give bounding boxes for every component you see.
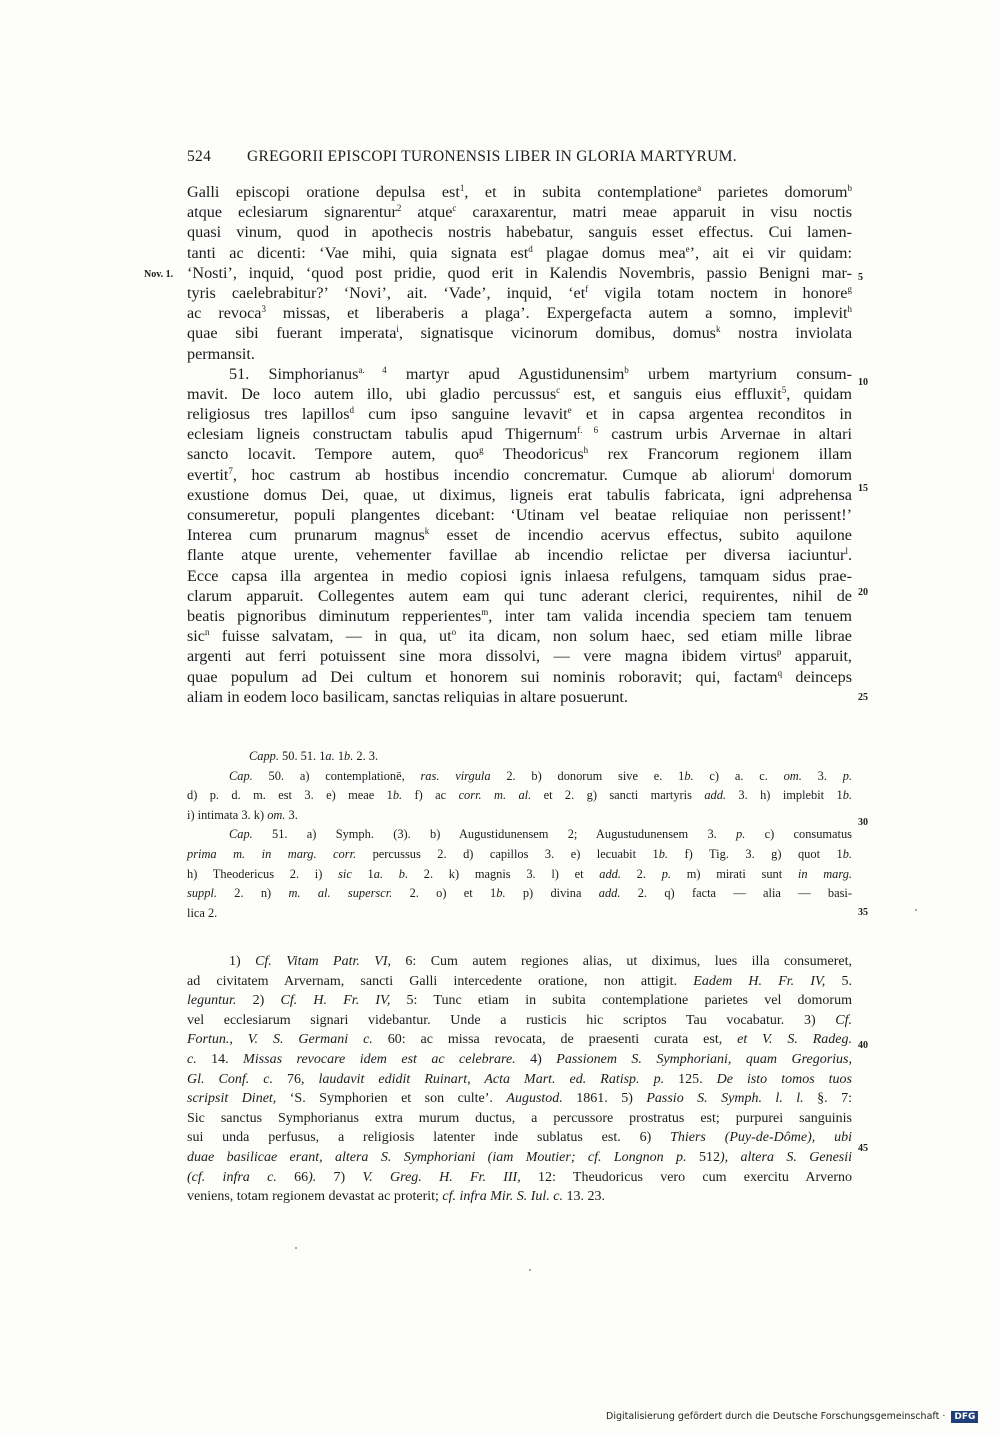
running-title: GREGORII EPISCOPI TURONENSIS LIBER IN GLORIA MARTYRUM. (247, 148, 737, 165)
main-text (187, 182, 852, 707)
line-number-5: 5 (858, 272, 863, 283)
line-number-40: 40 (858, 1040, 868, 1051)
margin-date-note: Nov. 1. (144, 269, 174, 280)
scan-speck (295, 1247, 297, 1249)
page-header (187, 148, 837, 166)
scan-speck (915, 909, 917, 911)
dfg-logo: DFG (951, 1411, 978, 1423)
line-number-15: 15 (858, 483, 868, 494)
digitization-credit: Digitalisierung gefördert durch die Deutsche Forschungsgemeinschaft · DFG (606, 1411, 978, 1423)
critical-apparatus: Capp. 50. 51. 1a. 1b. 2. 3. Cap. 50. a) contemplationē, ras. virgula 2. b) donorum sive e. 1b. c) a. c. om. 3. p. d) p. d. m. est 3. e) meae 1b. f) ac corr. m. al. et 2. g) sancti martyris add. 3. h) implebit 1b. i) intimata 3. k) om. 3. Cap. 51. a) Symph. (3). b) Augustidunensem 2; Augustudunensem 3. p. c) consumatus prima m. in marg. corr. percussus 2. d) capillos 3. e) lecuabit 1b. f) Tig. 3. g) quot 1b. h) Theodericus 2. i) sic 1a. b. 2. k) magnis 3. l) et add. 2. p. m) mirati sunt in marg. suppl. 2. n) m. al. superscr. 2. o) et 1b. p) divina add. 2. q) facta — alia — basi- lica 2. (187, 749, 853, 920)
scan-speck (529, 1269, 531, 1271)
line-number-30: 30 (858, 817, 868, 828)
credit-text: Digitalisierung gefördert durch die Deutsche Forschungsgemeinschaft (606, 1411, 940, 1422)
line-number-20: 20 (858, 587, 868, 598)
line-number-45: 45 (858, 1143, 868, 1154)
chapter-51: 51. Simphorianus$^{a. 4}$ martyr apud Agustidunensim$^b$ urbem martyrium consum- mavit. De loco autem illo, ubi gladio percussus$^c$ est, et sanguis eius effluxit$^5$, quidam religiosus tres lapillos$^d$ cum ipso sanguine levavit$^e$ et in capsa argentea reconditos in eclesiam ligneis constructam tabulis apud Thigernum$^{f. 6}$ castrum urbis Arvernae in altari sancto locavit. Tempore autem, quo$^g$ Theodoricus$^h$ rex Francorum regionem illam evertit$^7$, hoc castrum ab hostibus incendio concrematur. Cumque ab aliorum$^i$ domorum exustione domus Dei, quae, ut diximus, ligneis erat tabulis fabricata, igni adprehensa consumeretur, populi plangentes dicebant: ‘Utinam vel beatae reliquiae non perissent!’ Interea cum prunarum magnus$^k$ esset de incendio acervus effectus, subito aquilone flante atque urente, vehementer favillae ab incendio relictae per diversa iaciuntur$^l$. Ecce capsa illa argentea in medio copiosi ignis inlaesa refulgens, tamquam sidus prae- clarum apparuit. Collegentes autem eam qui tunc aderant clerici, requirentes, nihil de beatis pignoribus diminutum repperientes$^m$, inter tam valida incendia speciem tam tenuem sic$^n$ fuisse salvatam, — in qua, $ut^o$ ita dicam, non solum haec, sed etiam mille librae argenti aut ferri potuissent sine mora dissolvi, — vere magna ibidem virtus$^p$ apparuit, quae populum ad Dei cultum et honorem sui nominis roboravit; qui, factam$^q$ deinceps aliam in eodem loco basilicam, sanctas reliquias in altare posuerunt. (187, 364, 853, 706)
line-number-35: 35 (858, 907, 868, 918)
chapter-50-continuation: Galli episcopi oratione depulsa est$^1$, et in subita contemplatione$^a$ parietes domorum$^b$ atque eclesiarum signarentur$^2$ atque$^c$ caraxarentur, matri meae apparuit in visu noctis quasi vinum, quod in apothecis nostris habebatur, sanguis esset effectus. Cui lamen- tanti ac dicenti: ‘Vae mihi, quia signata est$^d$ plagae domus mea$^e$’, ait ei vir quidam: ‘Nosti’, inquid, ‘quod post pridie, quod erit in Kalendis Novembris, passio Benigni mar- tyris caelebrabitur?’ ‘Novi’, ait. ‘Vade’, inquid, ‘$et^f$ vigila totam noctem in honore$^g$ ac revoca$^3$ missas, et liberaberis a plaga’. Expergefacta autem a somno, implevit$^h$ quae sibi fuerant imperata$^i$, signatisque vicinorum domibus, domus$^k$ nostra inviolata permansit. (187, 183, 853, 363)
line-number-25: 25 (858, 692, 868, 703)
footnotes: 1) Cf. Vitam Patr. VI, 6: Cum autem regiones alias, ut diximus, lues illa consumeret, ad civitatem Arvernam, sancti Galli intercedente oratione, non attigit. Eadem H. Fr. IV, 5. leguntur. 2) Cf. H. Fr. IV, 5: Tunc etiam in subita contemplatione parietes vel domorum vel ecclesiarum signari videbantur. Unde a rusticis hic scriptos Tau vocabatur. 3) Cf. Fortun., V. S. Germani c. 60: ac missa revocata, de praesenti curata est, et V. S. Radeg. c. 14. Missas revocare idem est ac celebrare. 4) Passionem S. Symphoriani, quam Gregorius, Gl. Conf. c. 76, laudavit edidit Ruinart, Acta Mart. ed. Ratisp. p. 125. De isto tomos tuos scripsit Dinet, ‘S. Symphorien et son culte’. Augustod. 1861. 5) Passio S. Symph. l. l. §. 7: Sic sanctus Symphorianus extra murum ductus, a percussore prostratus est; purpurei sanguinis sui unda perfusus, a religiosis latenter inde sublatus est. 6) Thiers (Puy-de-Dôme), ubi duae basilicae erant, altera S. Symphoriani (iam Moutier; cf. Longnon p. 512), altera S. Genesii (cf. infra c. 66). 7) V. Greg. H. Fr. III, 12: Theudoricus vero cum exercitu Arverno veniens, totam regionem devastat ac proterit; cf. infra Mir. S. Iul. c. 13. 23. (187, 954, 853, 1205)
page-number: 524 (187, 148, 212, 165)
line-number-10: 10 (858, 377, 868, 388)
